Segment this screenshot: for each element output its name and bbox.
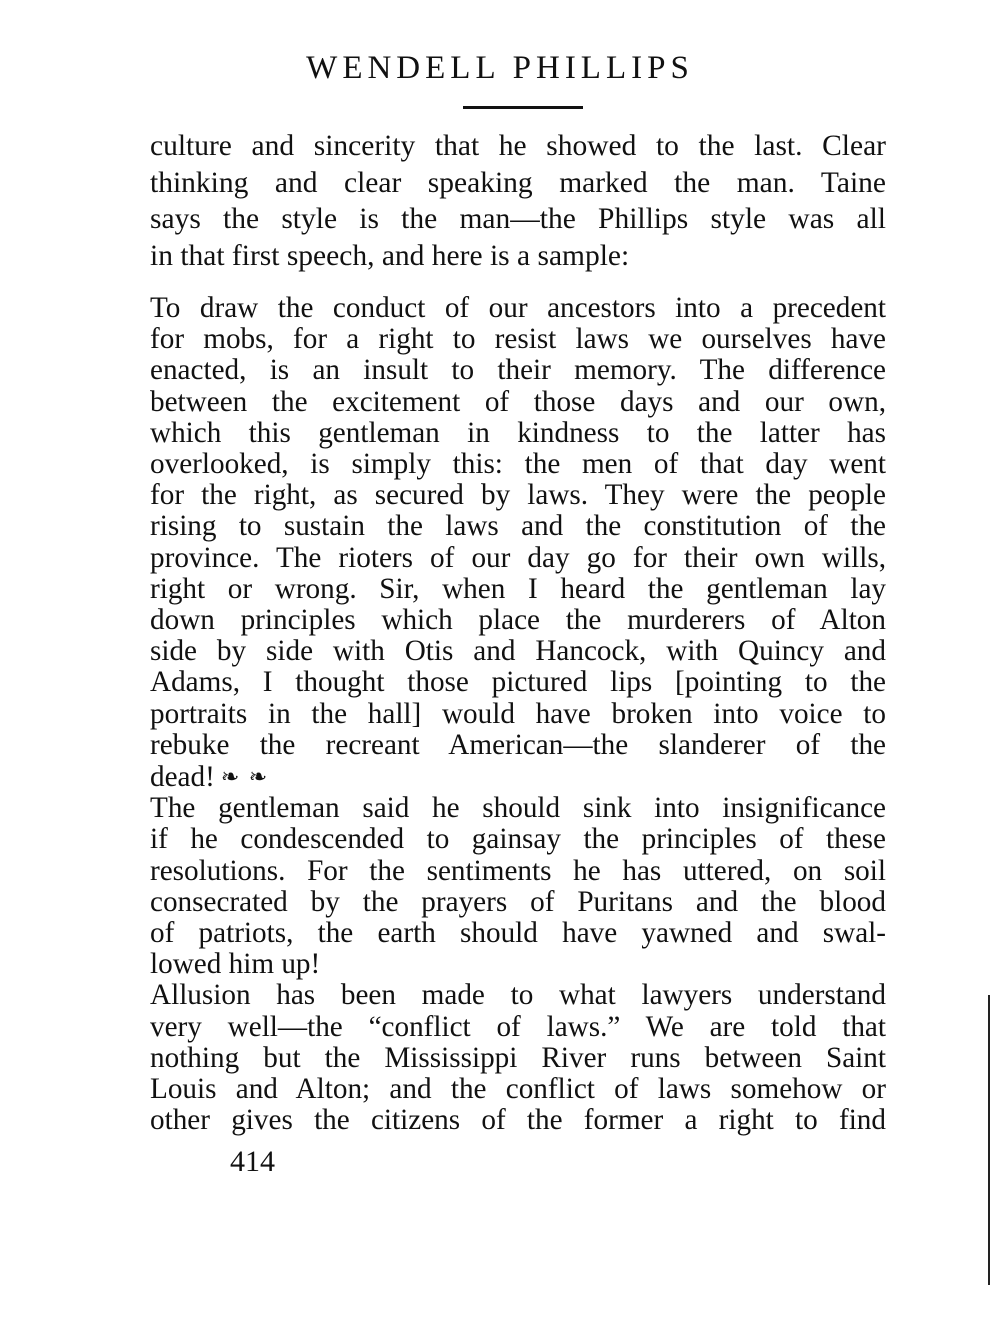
quote-line [150,449,886,480]
quote-line-text: consecrated by the prayers of Puritans and the blood [150,885,886,918]
quote-line-text: if he condescended to gainsay the principles of these [150,823,886,856]
quoted-speech [150,293,886,1136]
quote-line-text: portraits in the hall] would have broken into voice to [150,697,886,730]
quote-line [150,543,886,574]
quote-line [150,730,886,761]
quote-line [150,605,886,636]
head-rule [463,106,583,109]
quote-line-text: Louis and Alton; and the conflict of laws somehow or [150,1073,886,1106]
quote-line-text: resolutions. For the sentiments he has uttered, on soil [150,854,886,887]
quote-line [150,761,886,793]
page-edge-line [988,995,990,1285]
quote-line [150,355,886,386]
quote-line [150,1105,886,1136]
intro-line: says the style is the man—the Phillips style was all [150,203,886,235]
quote-line-text: side by side with Otis and Hancock, with Quincy and [150,635,886,668]
quote-line-text: for the right, as secured by laws. They were the people [150,479,886,512]
quote-line-text: between the excitement of those days and our own, [150,385,886,418]
quote-line [150,480,886,511]
quote-line-text: rising to sustain the laws and the constitution of the [150,510,886,543]
quote-line [150,574,886,605]
quote-line-text: Adams, I thought those pictured lips [pointing to the [150,666,886,699]
intro-line: in that first speech, and here is a sample: [150,239,630,272]
quote-line-text: for mobs, for a right to resist laws we ourselves have [150,323,886,356]
quote-line [150,1012,886,1043]
quote-line [150,293,886,324]
intro-paragraph [150,128,886,274]
quote-line-text: right or wrong. Sir, when I heard the gentleman lay [150,572,886,605]
quote-line-text: very well—the “conflict of laws.” We are told that [150,1010,886,1043]
quote-line [150,1074,886,1105]
intro-line: culture and sincerity that he showed to the last. Clear [150,130,886,162]
fleuron-ornament: ❧ ❧ [220,764,270,790]
quote-paragraph [150,293,886,793]
quote-line [150,636,886,667]
quote-line-text: lowed him up! [150,948,321,981]
quote-line-text: province. The rioters of our day go for their own wills, [150,541,886,574]
quote-line [150,980,886,1011]
quote-paragraph [150,793,886,980]
quote-line [150,699,886,730]
quote-line [150,949,886,980]
quote-paragraph [150,980,886,1136]
quote-line-text: To draw the conduct of our ancestors into a precedent [150,292,886,324]
quote-line-text: overlooked, is simply this: the men of that day went [150,448,886,481]
quote-line-text: which this gentleman in kindness to the latter has [150,416,886,449]
quote-line-text: nothing but the Mississippi River runs between Saint [150,1041,886,1074]
quote-line-text: down principles which place the murderers of Alton [150,604,886,637]
quote-line-text: enacted, is an insult to their memory. The difference [150,354,886,387]
running-head: WENDELL PHILLIPS [306,50,694,86]
quote-line [150,324,886,355]
quote-line [150,887,886,918]
quote-line-text: The gentleman said he should sink into insignificance [150,792,886,825]
quote-line [150,387,886,418]
quote-line [150,511,886,542]
quote-line-text: dead! [150,761,215,794]
intro-line: thinking and clear speaking marked the man. Taine [150,166,886,199]
quote-line-text: rebuke the recreant American—the slanderer of the [150,728,886,761]
quote-line [150,918,886,949]
quote-line [150,856,886,887]
quote-line [150,667,886,698]
quote-line [150,824,886,855]
quote-line-text: Allusion has been made to what lawyers understand [150,979,886,1012]
quote-line-text: of patriots, the earth should have yawned and swal- [150,917,886,950]
quote-line-text: other gives the citizens of the former a right to find [150,1104,886,1137]
quote-line [150,793,886,824]
page-number: 414 [230,1145,275,1178]
quote-line [150,1043,886,1074]
quote-line [150,418,886,449]
